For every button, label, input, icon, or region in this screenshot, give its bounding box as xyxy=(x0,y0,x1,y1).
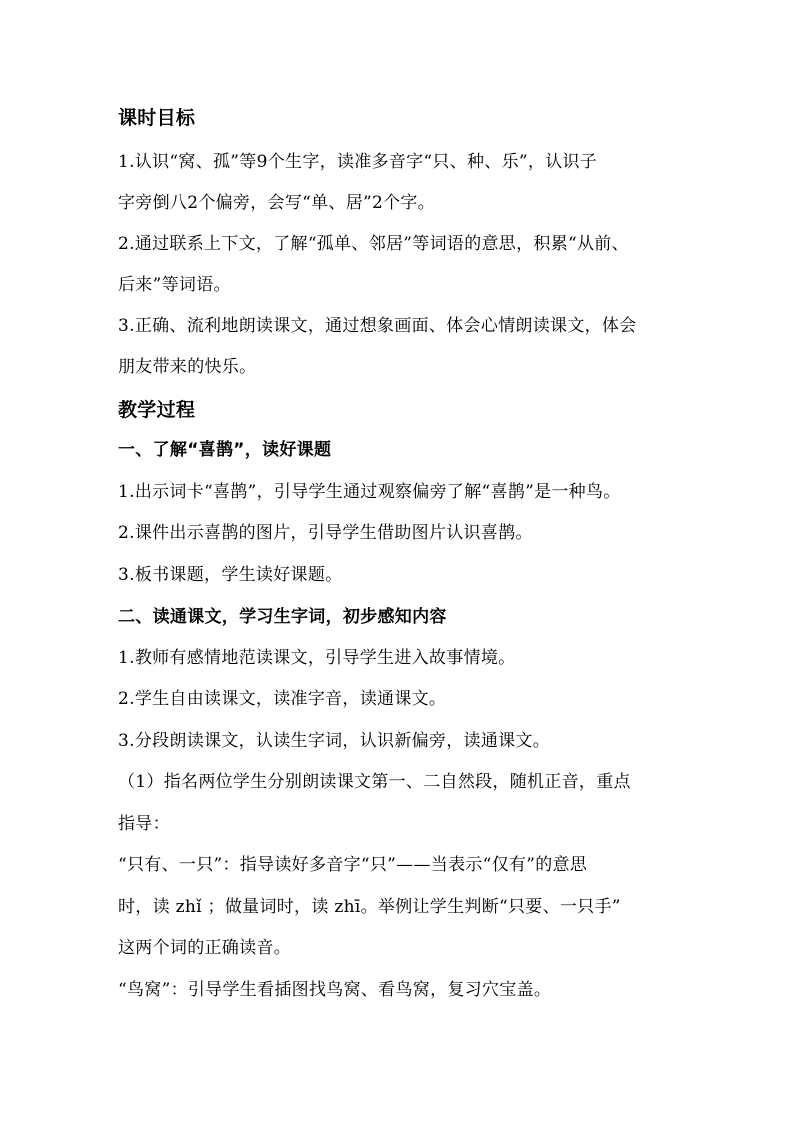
goal-line-5: 3.正确、流利地朗读课文，通过想象画面、体会心情朗读课文，体会 xyxy=(118,316,637,336)
part2-line-5: 指导： xyxy=(118,814,170,834)
goal-line-1: 1.认识“窝、孤”等9个生字，读准多音字“只、种、乐”，认识子 xyxy=(118,152,598,172)
part2-line-2: 2.学生自由读课文，读准字音，读通课文。 xyxy=(118,689,447,709)
goal-line-4: 后来”等词语。 xyxy=(118,275,231,295)
goal-line-6: 朋友带来的快乐。 xyxy=(118,357,257,377)
part1-line-3: 3.板书课题，学生读好课题。 xyxy=(118,565,343,585)
part2-line-7: 时，读 zhǐ ；做量词时，读 zhī。举例让学生判断“只要、一只手” xyxy=(118,897,621,917)
part2-line-6: “只有、一只”：指导读好多音字“只”——当表示“仅有”的意思 xyxy=(118,855,588,875)
part2-line-8: 这两个词的正确读音。 xyxy=(118,938,291,958)
part2-line-9: “鸟窝”：引导学生看插图找鸟窝、看鸟窝，复习穴宝盖。 xyxy=(118,980,552,1000)
part2-line-4: （1）指名两位学生分别朗读课文第一、二自然段，随机正音，重点 xyxy=(118,772,631,792)
heading-lesson-goals: 课时目标 xyxy=(118,107,196,129)
part1-line-2: 2.课件出示喜鹊的图片，引导学生借助图片认识喜鹊。 xyxy=(118,523,533,543)
subheading-part-1: 一、了解“喜鹊”，读好课题 xyxy=(118,440,332,460)
goal-line-3: 2.通过联系上下文，了解“孤单、邻居”等词语的意思，积累“从前、 xyxy=(118,234,629,254)
part2-line-1: 1.教师有感情地范读课文，引导学生进入故事情境。 xyxy=(118,648,516,668)
subheading-part-2: 二、读通课文，学习生字词，初步感知内容 xyxy=(118,607,447,627)
part1-line-1: 1.出示词卡“喜鹊”，引导学生通过观察偏旁了解“喜鹊”是一种鸟。 xyxy=(118,482,621,502)
heading-teaching-process: 教学过程 xyxy=(118,399,196,421)
part2-line-3: 3.分段朗读课文，认读生字词，认识新偏旁，读通课文。 xyxy=(118,731,551,751)
goal-line-2: 字旁倒八2个偏旁，会写“单、居”2个字。 xyxy=(118,193,436,213)
